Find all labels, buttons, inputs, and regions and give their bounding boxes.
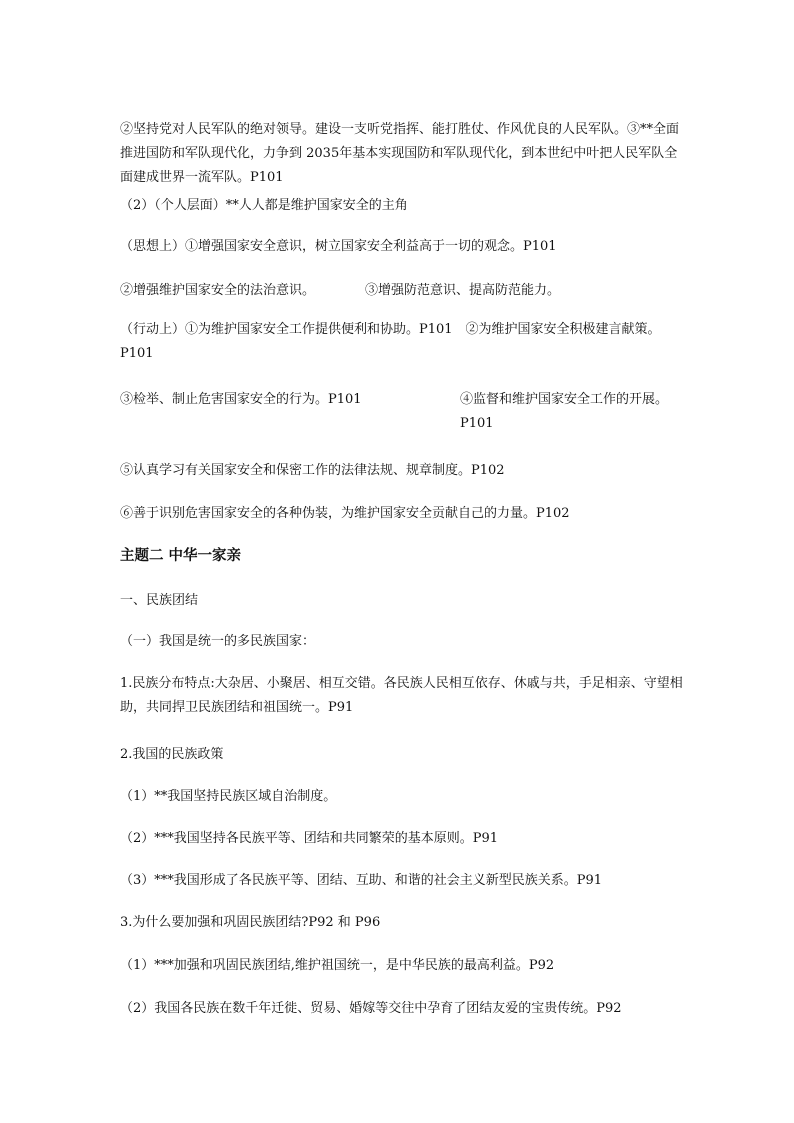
paragraph-report-right: ④监督和维护国家安全工作的开展。P101: [460, 392, 669, 431]
subheading-ethnic-unity: 一、民族团结: [120, 593, 199, 608]
paragraph-report: [120, 388, 690, 431]
paragraph-awareness-left: ②增强维护国家安全的法治意识。: [120, 283, 316, 298]
list-item-policy-1: （1）**我国坚持民族区域自治制度。: [120, 789, 337, 804]
paragraph-distribution: 1.民族分布特点:大杂居、小聚居、相互交错。各民族人民相互依存、休戚与共，手足相亲、守望相助，共同捍卫民族团结和祖国统一。P91: [120, 676, 683, 715]
subheading-why-unity: 3.为什么要加强和巩固民族团结?P92 和 P96: [120, 915, 381, 930]
paragraph-thought: （思想上）①增强国家安全意识，树立国家安全利益高于一切的观念。P101: [120, 239, 557, 254]
subheading-multi-ethnic-country: （一）我国是统一的多民族国家：: [120, 634, 316, 649]
paragraph-study-laws: ⑤认真学习有关国家安全和保密工作的法律法规、规章制度。P102: [120, 463, 505, 478]
list-item-why-2: （2）我国各民族在数千年迁徙、贸易、婚嫁等交往中孕育了团结友爱的宝贵传统。P92: [120, 1001, 622, 1016]
paragraph-report-left: ③检举、制止危害国家安全的行为。P101: [120, 392, 362, 407]
paragraph-awareness: [120, 282, 690, 300]
paragraph-personal-level: （2）（个人层面）**人人都是维护国家安全的主角: [120, 198, 408, 213]
paragraph-military-leadership: ②坚持党对人民军队的绝对领导。建设一支听党指挥、能打胜仗、作风优良的人民军队。③**全面推进国防和军队现代化，力争到 2035年基本实现国防和军队现代化，到本世纪中叶把人民军队全面建成世界一流军队。P101: [120, 122, 680, 185]
section-heading: 主题二 中华一家亲: [120, 548, 242, 564]
list-item-policy-2: （2）***我国坚持各民族平等、团结和共同繁荣的基本原则。P91: [120, 831, 499, 846]
paragraph-awareness-right: ③增强防范意识、提高防范能力。: [365, 283, 561, 298]
paragraph-identify-disguise: ⑥善于识别危害国家安全的各种伪装，为维护国家安全贡献自己的力量。P102: [120, 506, 570, 521]
list-item-policy-3: （3）***我国形成了各民族平等、团结、互助、和谐的社会主义新型民族关系。P91: [120, 873, 603, 888]
subheading-ethnic-policy: 2.我国的民族政策: [120, 747, 224, 762]
list-item-why-1: （1）***加强和巩固民族团结,维护祖国统一，是中华民族的最高利益。P92: [120, 958, 555, 973]
paragraph-action: （行动上）①为维护国家安全工作提供便利和协助。P101 ②为维护国家安全积极建言献策。P101: [120, 322, 661, 361]
